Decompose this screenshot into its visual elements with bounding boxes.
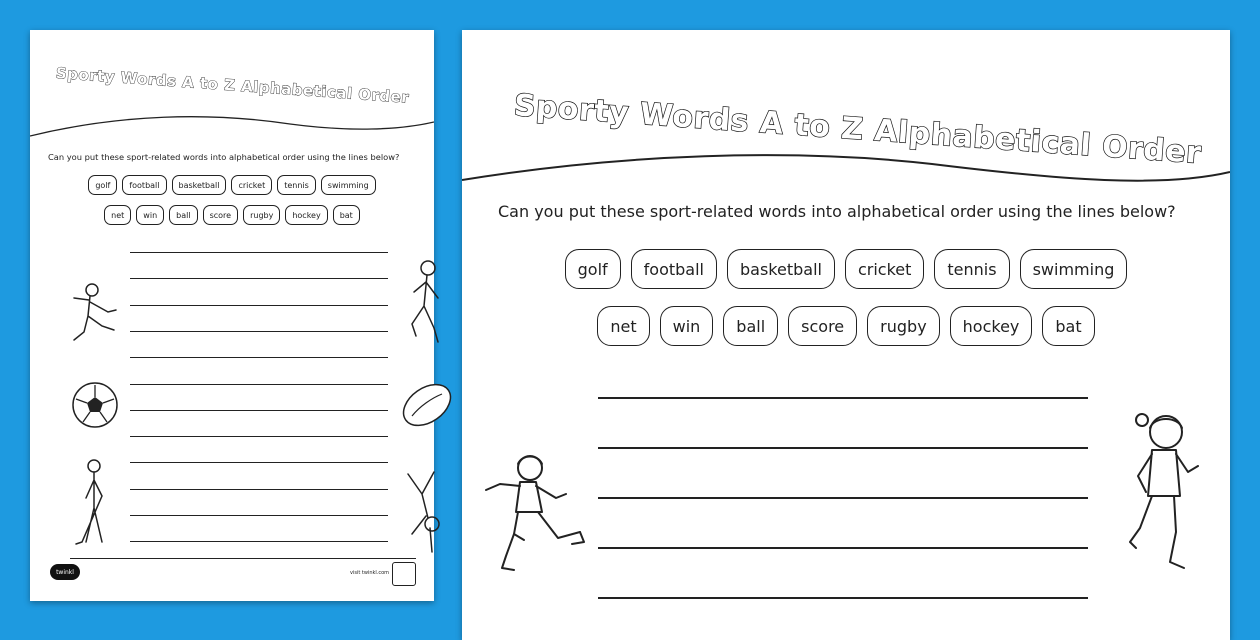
golfer-icon (72, 458, 120, 550)
word-chip: win (136, 205, 164, 225)
worksheet-thumbnail (30, 30, 434, 601)
answer-line[interactable] (130, 331, 388, 332)
running-boy-icon (480, 450, 590, 576)
answer-line[interactable] (130, 489, 388, 490)
word-chip: basketball (727, 249, 835, 289)
answer-line[interactable] (130, 252, 388, 253)
word-chip: swimming (1020, 249, 1128, 289)
word-chip: hockey (950, 306, 1033, 346)
answer-line[interactable] (130, 278, 388, 279)
word-chip: cricket (845, 249, 924, 289)
answer-line[interactable] (130, 357, 388, 358)
footer-url: visit twinkl.com (350, 570, 390, 576)
running-girl-icon (1126, 406, 1206, 576)
worksheet-main (462, 30, 1230, 640)
header-wave (462, 150, 1230, 210)
worksheet-title: Sporty Words A to Z Alphabetical Order (55, 64, 410, 107)
word-chip: football (631, 249, 717, 289)
word-chip: cricket (231, 175, 272, 195)
word-chip: score (788, 306, 857, 346)
football-icon (70, 380, 120, 430)
word-chip: score (203, 205, 239, 225)
word-chip: golf (565, 249, 621, 289)
answer-line[interactable] (130, 462, 388, 463)
answer-line[interactable] (130, 515, 388, 516)
word-chip: golf (88, 175, 117, 195)
word-bank-row-2 (462, 306, 1230, 346)
answer-line[interactable] (598, 447, 1088, 449)
answer-line[interactable] (130, 410, 388, 411)
header-wave (30, 110, 434, 144)
answer-line[interactable] (598, 497, 1088, 499)
rugby-ball-icon (398, 376, 456, 434)
word-chip: bat (333, 205, 360, 225)
running-girl-icon (408, 258, 444, 346)
footer-divider (70, 558, 416, 559)
answer-line[interactable] (598, 397, 1088, 399)
twinkl-logo: twinkl (50, 564, 80, 580)
word-chip: tennis (277, 175, 316, 195)
word-chip: net (597, 306, 649, 346)
word-bank-row-1 (30, 175, 434, 195)
running-boy-icon (68, 282, 124, 346)
instruction-text: Can you put these sport-related words into alphabetical order using the lines below? (498, 202, 1176, 221)
word-chip: net (104, 205, 131, 225)
word-chip: basketball (172, 175, 227, 195)
word-chip: bat (1042, 306, 1094, 346)
answer-line[interactable] (130, 436, 388, 437)
stamp-icon (392, 562, 416, 586)
word-chip: ball (723, 306, 778, 346)
answer-line[interactable] (598, 547, 1088, 549)
answer-line[interactable] (130, 384, 388, 385)
word-chip: hockey (285, 205, 327, 225)
answer-line[interactable] (130, 541, 388, 542)
word-bank-row-2 (30, 205, 434, 225)
gymnast-icon (402, 468, 446, 556)
word-chip: swimming (321, 175, 376, 195)
worksheet-title: Sporty Words A to Z Alphabetical Order (512, 88, 1203, 172)
word-bank-row-1 (462, 249, 1230, 289)
word-chip: rugby (243, 205, 280, 225)
answer-line[interactable] (598, 597, 1088, 599)
word-chip: ball (169, 205, 197, 225)
word-chip: tennis (934, 249, 1009, 289)
instruction-text: Can you put these sport-related words into alphabetical order using the lines below? (48, 152, 400, 162)
answer-line[interactable] (130, 305, 388, 306)
word-chip: win (660, 306, 714, 346)
word-chip: football (122, 175, 166, 195)
word-chip: rugby (867, 306, 940, 346)
